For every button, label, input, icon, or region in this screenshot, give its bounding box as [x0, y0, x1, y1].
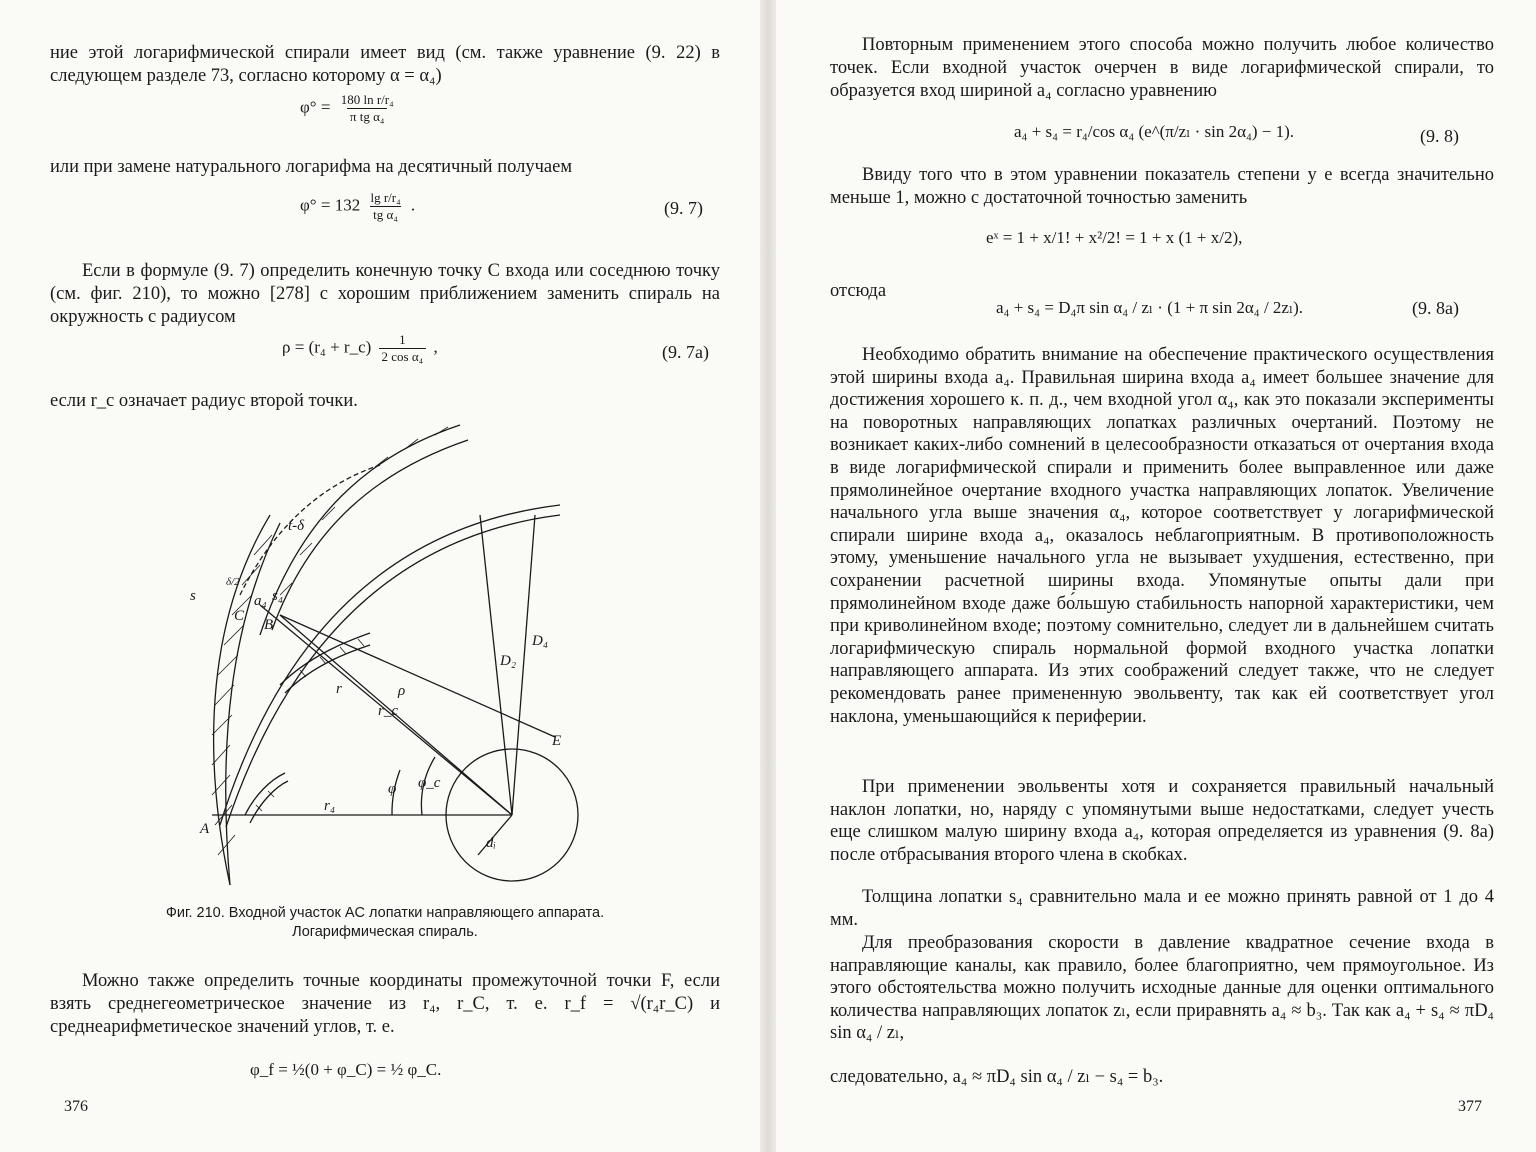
label-e: E: [552, 733, 562, 749]
label-d2: D₂: [500, 653, 517, 669]
right-paragraph-6: Толщина лопатки s₄ сравнительно мала и ее можно принять равной от 1 до 4 мм.: [830, 887, 1494, 930]
eq3-numerator: 1: [399, 332, 406, 347]
equation-phi-ln: [300, 92, 400, 125]
eq1-denominator: π tg α₄: [347, 108, 388, 125]
label-s4: s₄: [272, 588, 284, 604]
equation-9-7a: [282, 332, 438, 365]
eq2-numerator: lg r/r₄: [370, 190, 401, 205]
label-c: C: [234, 608, 245, 624]
figure-caption: Фиг. 210. Входной участок AC лопатки направляющего аппарата. Логарифмическая спираль.: [165, 905, 605, 940]
eq3-denominator: 2 cos α₄: [379, 348, 427, 365]
eq3-lhs: ρ = (r₄ + r_c): [282, 337, 372, 357]
left-paragraph-4: если r_c означает радиус второй точки.: [50, 391, 358, 411]
eq2-denominator: tg α₄: [370, 206, 401, 223]
label-b: B: [264, 617, 274, 633]
equation-number-9-7: (9. 7): [664, 198, 703, 218]
blade-bottom-lower: [250, 781, 288, 823]
eq2-tail: .: [410, 195, 416, 215]
right-paragraph-4: Необходимо обратить внимание на обеспечение практического осуществления этой ширины входа a₄. Правильная ширина входа a₄ имеет большее значение для достижения хорошего к. п. д., чем входной угол α₄, как это показали эксперименты на поворотных направляющих лопатках различных очертаний. Поэтому не возникает каких-либо сомнений в целесообразности отказаться от очертания входа в виде логарифмической спирали и применить более выправленное или даже прямолинейное очертание входного участка направляющих лопаток. Увеличение начального угла выше значения α₄, которое соответствует у логарифмической спирали ширине входа a₄, оказалось неблагоприятным. В противоположность этому, уменьшение начального угла не вызывает ухудшения, естественно, при сохранении расчетной ширины входа. Упомянутые опыты дали при прямолинейном входе даже бо́льшую стабильность напорной характеристики, чем при криволинейном входе; поэтому сомнительно, следует ли в дальнейшем считать логарифмическую спираль нормальной формой входного участка лопатки направляющего аппарата. Из этих соображений следует также, что не следует рекомендовать ранее примененную эвольвенту, так как ей соответствует угол наклона, уменьшающийся к периферии.: [830, 345, 1494, 727]
right-paragraph-7: Для преобразования скорости в давление квадратное сечение входа в направляющие каналы, как правило, более благоприятно, чем прямоугольное. Из этого обстоятельства можно получить исходные данные для оценки оптимального количества направляющих лопаток zₗ, если приравнять a₄ ≈ b₃. Так как a₄ + s₄ ≈ πD₄ sin α₄ / zₗ,: [830, 933, 1494, 1044]
right-page: [776, 0, 1536, 1152]
left-page: [0, 0, 760, 1152]
label-r4: r₄: [324, 798, 336, 814]
eq3-tail: ,: [433, 337, 438, 357]
equation-number-9-8: (9. 8): [1420, 126, 1459, 146]
blade-left-outer: [214, 515, 270, 885]
label-delta: δ/2: [226, 576, 240, 588]
label-phic: φ_c: [418, 775, 441, 791]
right-paragraph-2: Ввиду того что в этом уравнении показатель степени у e всегда значительно меньше 1, можно с достаточной точностью заменить: [830, 165, 1494, 208]
eq1-numerator: 180 ln r/r₄: [340, 92, 394, 107]
label-rho: ρ: [398, 683, 406, 699]
label-s: s: [190, 588, 196, 604]
label-phi: φ: [388, 781, 397, 797]
equation-phi-f: φ_f = ½(0 + φ_C) = ½ φ_C.: [250, 1060, 442, 1079]
equation-exp-series: eˣ = 1 + x/1! + x²/2! = 1 + x (1 + x/2),: [986, 228, 1243, 247]
right-paragraph-5: При применении эвольвенты хотя и сохраняется правильный начальный наклон лопатки, но, наряду с упомянутыми выше недостатками, следует учесть еще слишком малую ширину входа a₄, которая определяется из уравнения (9. 8a) после отбрасывания второго члена в скобках.: [830, 777, 1494, 865]
label-rc: r_c: [378, 703, 398, 719]
equation-9-8a: a₄ + s₄ = D₄π sin α₄ / zₗ · (1 + π sin 2α₄ / 2zₗ).: [996, 298, 1304, 317]
label-d4: D₄: [532, 633, 549, 649]
label-r: r: [336, 681, 342, 697]
page-number-right: 377: [1458, 1098, 1482, 1115]
left-paragraph-1: ние этой логарифмической спирали имеет вид (см. также уравнение (9. 22) в следующем разделе 73, согласно которому α = α₄): [50, 43, 720, 86]
label-a4: a₄: [254, 593, 267, 609]
left-paragraph-3: Если в формуле (9. 7) определить конечную точку C входа или соседнюю точку (см. фиг. 210), то можно [278] с хорошим приближением заменить спираль на окружность с радиусом: [50, 261, 720, 327]
equation-9-7: [300, 190, 415, 223]
equation-number-9-8a: (9. 8a): [1412, 298, 1459, 318]
eq1-lhs: φ° =: [300, 97, 331, 117]
line-rho-e: [280, 615, 555, 737]
label-a: A: [200, 821, 210, 837]
equation-9-8: a₄ + s₄ = r₄/cos α₄ (e^(π/zₗ · sin 2α₄) − 1).: [1014, 122, 1295, 141]
label-t: t-δ: [288, 518, 305, 534]
book-gutter: [760, 0, 776, 1152]
eq2-lhs: φ° = 132: [300, 195, 361, 215]
left-paragraph-2: или при замене натурального логарифма на десятичный получаем: [50, 157, 573, 177]
left-paragraph-5: Можно также определить точные координаты промежуточной точки F, если взять среднегеометрическое значение из r₄, r_C, т. е. r_f = √(r₄r_C) и среднеарифметическое значений углов, т. е.: [50, 971, 720, 1037]
equation-number-9-7a: (9. 7a): [662, 342, 709, 362]
right-paragraph-3: отсюда: [830, 281, 887, 301]
right-paragraph-8: следовательно, a₄ ≈ πD₄ sin α₄ / zₗ − s₄ = b₃.: [830, 1067, 1164, 1087]
figure-210-diagram: [160, 415, 620, 895]
blade-bottom-upper: [245, 773, 285, 815]
page-number-left: 376: [64, 1098, 88, 1115]
right-paragraph-1: Повторным применением этого способа можно получить любое количество точек. Если входной участок очерчен в виде логарифмической спирали, то образуется вход шириной a₄ согласно уравнению: [830, 35, 1494, 101]
label-di: dᵢ: [486, 835, 496, 851]
